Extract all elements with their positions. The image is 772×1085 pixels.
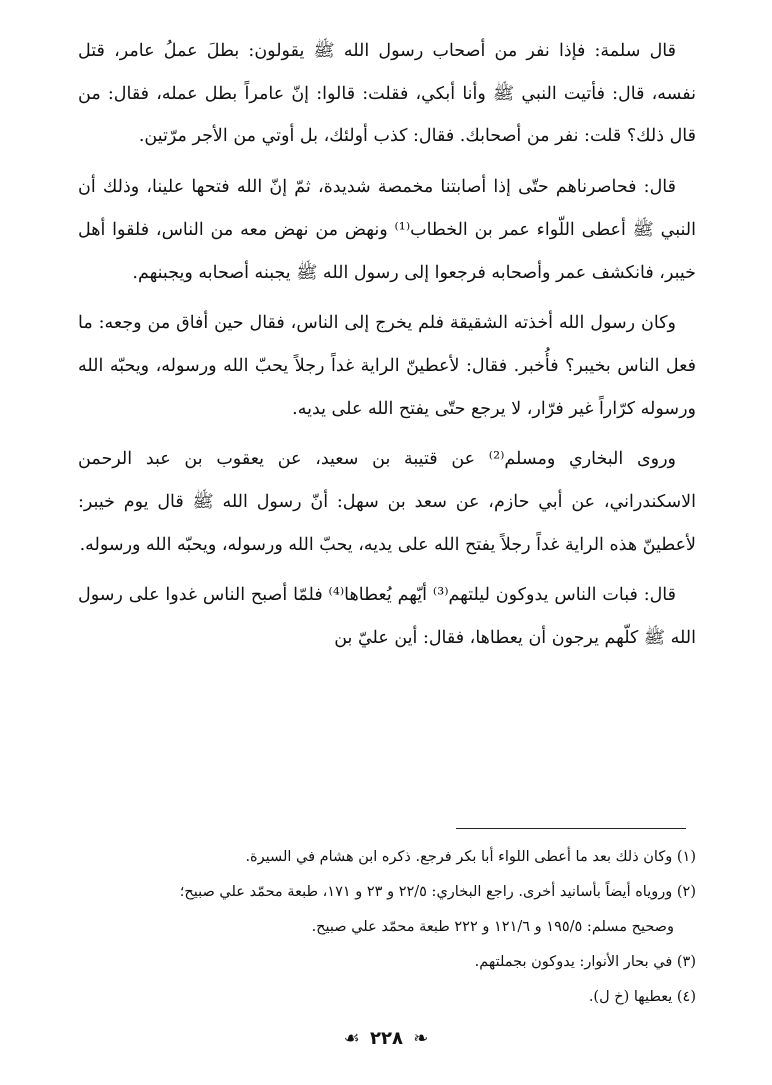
footnotes (78, 840, 696, 1015)
paragraph-3: وكان رسول الله أخذته الشقيقة فلم يخرج إلى الناس، فقال حين أفاق من وجعه: ما فعل الناس بخيبر؟ فأُخبر. فقال: لأعطينّ الراية غداً رجلاً يحبّ الله ورسوله، ويحبّه الله ورسوله كرّاراً غير فرّار، لا يرجع حتّى يفتح الله على يديه. (78, 313, 696, 419)
page-number: ٢٢٨ (370, 1028, 403, 1049)
paragraph-4: وروى البخاري ومسلم⁽²⁾ عن قتيبة بن سعيد، عن يعقوب بن عبد الرحمن الاسكندراني، عن أبي حازم، عن سعد بن سهل: أنّ رسول الله ﷺ قال يوم خيبر: لأعطينّ هذه الراية غداً رجلاً يفتح الله على يديه، يحبّ الله ورسوله، ويحبّه الله ورسوله. (78, 449, 696, 555)
footnote-1: (١) وكان ذلك بعد ما أعطى اللواء أبا بكر فرجع. ذكره ابن هشام في السيرة. (245, 849, 696, 865)
main-text (78, 30, 696, 668)
footnote-separator (456, 828, 686, 829)
ornament-left-icon: ☙ (343, 1028, 360, 1049)
footnote-4: (٤) يعطيها (خ ل). (588, 989, 696, 1005)
paragraph-1: قال سلمة: فإذا نفر من أصحاب رسول الله ﷺ يقولون: بطلَ عملُ عامر، قتل نفسه، قال: فأتيت النبي ﷺ وأنا أبكي، فقلت: قالوا: إنّ عامراً بطل عمله، فقال: من قال ذلك؟ قلت: نفر من أصحابك. فقال: كذب أولئك، بل أوتي من الأجر مرّتين. (78, 41, 696, 147)
ornament-right-icon: ❧ (413, 1028, 429, 1049)
page-number-footer (0, 1028, 772, 1049)
footnote-2-continuation: وصحيح مسلم: ١٩٥/٥ و ١٢١/٦ و ٢٢٢ طبعة محمّد علي صبيح. (311, 919, 674, 935)
paragraph-2: قال: فحاصرناهم حتّى إذا أصابتنا مخمصة شديدة، ثمّ إنّ الله فتحها علينا، وذلك أن النبي ﷺ أعطى اللّواء عمر بن الخطاب⁽¹⁾ ونهض من نهض معه من الناس، فلقوا أهل خيبر، فانكشف عمر وأصحابه فرجعوا إلى رسول الله ﷺ يجبنه أصحابه ويجبنهم. (78, 177, 696, 283)
footnote-2: (٢) وروياه أيضاً بأسانيد أخرى. راجع البخاري: ٢٢/٥ و ٢٣ و ١٧١، طبعة محمّد علي صبيح؛ (179, 884, 696, 900)
paragraph-5: قال: فبات الناس يدوكون ليلتهم⁽³⁾ أيّهم يُعطاها⁽⁴⁾ فلمّا أصبح الناس غدوا على رسول الله ﷺ كلّهم يرجون أن يعطاها، فقال: أين عليّ بن (78, 585, 696, 649)
footnote-3: (٣) في بحار الأنوار: يدوكون بجملتهم. (474, 954, 696, 970)
